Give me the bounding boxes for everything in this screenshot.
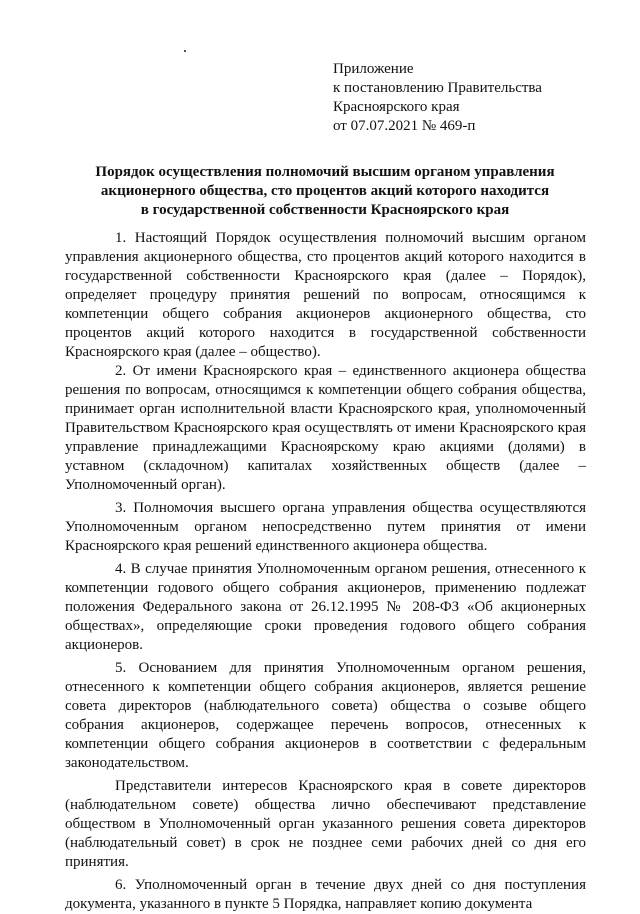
paragraph-2: 2. От имени Красноярского края – единственного акционера общества решения по вопросам, относящимся к компетенции общего собрания общества, принимает орган исполнительной власти Красноярского края, уполномоченный Правительством Красноярского края осуществлять от имени Красноярского края управление принадлежащими Красноярскому краю акциями (долями) в уставном (складочном) капиталах хозяйственных обществ (далее – Уполномоченный орган). — [65, 363, 586, 493]
appendix-line-3: Красноярского края — [333, 99, 460, 115]
paragraph-6: 6. Уполномоченный орган в течение двух дней со дня поступления документа, указанного в пункте 5 Порядка, направляет копию документа — [65, 877, 586, 912]
paragraph-5-continuation: Представители интересов Красноярского края в совете директоров (наблюдательном совете) общества лично обеспечивают представление обществом в Уполномоченный орган указанного решения совета директоров (наблюдательный совет) в срок не позднее семи рабочих дней со дня его принятия. — [65, 778, 586, 870]
paragraph-3: 3. Полномочия высшего органа управления общества осуществляются Уполномоченным органом непосредственно путем принятия от имени Красноярского края решений единственного акционера общества. — [65, 500, 586, 554]
paragraph-4: 4. В случае принятия Уполномоченным органом решения, отнесенного к компетенции годового общего собрания акционеров, применению подлежат положения Федерального закона от 26.12.1995 № 208-ФЗ «Об акционерных обществах», определяющие сроки проведения годового общего собрания акционеров. — [65, 561, 586, 653]
title-line-2: акционерного общества, сто процентов акций которого находится — [100, 183, 550, 199]
scan-speck — [184, 50, 186, 52]
paragraph-1: 1. Настоящий Порядок осуществления полномочий высшим органом управления акционерного общества, сто процентов акций которого находится в государственной собственности Красноярского края (далее – Порядок), определяет процедуру принятия решений по вопросам, относящимся к компетенции общего собрания акционеров акционерного общества, сто процентов акций которого находится в государственной собственности Красноярского края (далее – общество). — [65, 230, 586, 360]
appendix-line-4: от 07.07.2021 № 469-п — [333, 118, 476, 134]
appendix-line-2: к постановлению Правительства — [333, 80, 542, 96]
title-line-3: в государственной собственности Красноярского края — [140, 202, 510, 218]
appendix-line-1: Приложение — [333, 61, 414, 77]
document-body — [65, 229, 586, 914]
title-line-1: Порядок осуществления полномочий высшим органом управления — [95, 164, 555, 180]
paragraph-5: 5. Основанием для принятия Уполномоченным органом решения, отнесенного к компетенции общего собрания акционеров, является решение совета директоров (наблюдательного совета) общества о созыве общего собрания акционеров, содержащее перечень вопросов, отнесенных к компетенции общего собрания акционеров в соответствии с федеральным законодательством. — [65, 660, 586, 771]
appendix-block — [333, 60, 542, 136]
document-title — [60, 163, 590, 220]
